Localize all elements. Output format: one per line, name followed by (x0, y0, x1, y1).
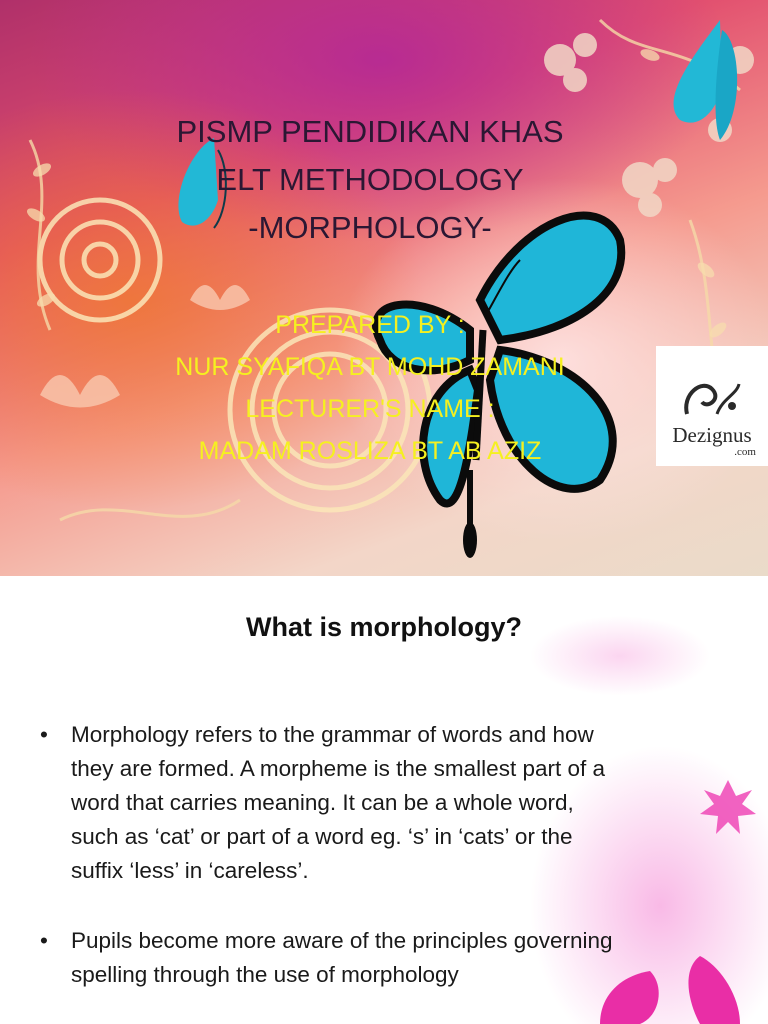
lecturer-name: MADAM ROSLIZA BT AB AZIZ (198, 437, 542, 465)
bullet-line: spelling through the use of morphology (71, 962, 459, 987)
logo-domain-text: .com (734, 446, 756, 458)
bullet-item (40, 718, 740, 888)
prepared-by-label: PREPARED BY : (275, 311, 465, 339)
bullet-dot: • (40, 722, 48, 747)
dezignus-logo (656, 346, 768, 466)
bullet-dot: • (40, 928, 48, 953)
slide-title (80, 108, 660, 252)
bullet-line: they are formed. A morpheme is the smallest part of a (71, 756, 606, 781)
title-line-1: PISMP PENDIDIKAN KHAS (176, 114, 564, 149)
corner-butterfly-icon (674, 20, 738, 140)
author-name: NUR SYAFIQA BT MOHD ZAMANI (175, 353, 565, 381)
lecturer-label: LECTURER'S NAME : (245, 395, 495, 423)
credits (80, 304, 660, 472)
slide-heading: What is morphology? (246, 612, 522, 642)
title-line-3: -MORPHOLOGY- (248, 210, 492, 245)
bullet-line: word that carries meaning. It can be a whole word, (71, 790, 574, 815)
bullet-line: suffix ‘less’ in ‘careless’. (71, 858, 309, 883)
content-slide (0, 576, 768, 1024)
title-line-2: ELT METHODOLOGY (216, 162, 524, 197)
logo-brand-text: Dezignus (672, 423, 752, 447)
bullet-line: Pupils become more aware of the principles governing (71, 928, 613, 953)
bullet-line: Morphology refers to the grammar of words and how (71, 722, 594, 747)
bullet-list (40, 718, 740, 992)
bullet-line: such as ‘cat’ or part of a word eg. ‘s’ in ‘cats’ or the (71, 824, 573, 849)
swirl-logo-icon (677, 374, 747, 424)
bullet-item (40, 924, 740, 992)
